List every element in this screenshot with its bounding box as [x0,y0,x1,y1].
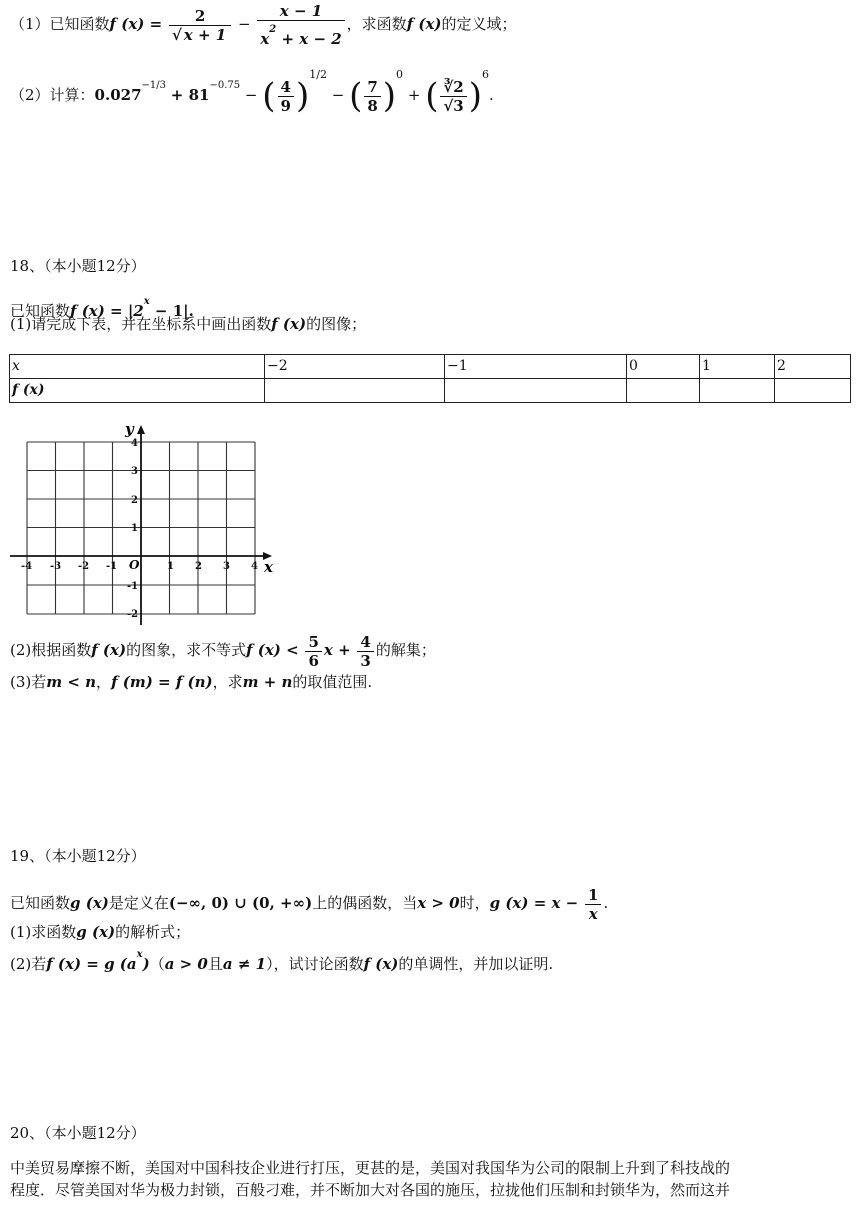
table-cell: x [10,355,265,379]
text: （2）计算： [10,86,95,104]
text: 的定义域； [441,15,517,33]
table-cell [445,379,627,403]
numerator: ∛2 [440,78,466,97]
text: 上的偶函数，当 [312,894,418,912]
math: x > 0 [417,894,460,912]
text: 是定义在 [108,894,169,912]
q19-header: 19、（本小题12分） [10,847,146,865]
coordinate-grid [8,420,288,630]
table-row [10,355,851,379]
fraction [585,886,601,923]
math: m + n [242,673,293,691]
fraction [278,78,294,115]
text: 的解析式； [115,923,191,941]
y-tick-label: 3 [131,466,138,477]
operator: − [237,15,251,33]
exponent: 1/2 [309,68,327,81]
math: ) [142,955,150,973]
table-cell: −1 [445,355,627,379]
fraction [364,78,380,115]
denominator: 6 [308,651,319,670]
x-tick-label: 1 [167,561,174,572]
denominator: x [588,904,598,923]
table-cell: 2 [775,355,851,379]
y-tick-label: 2 [131,495,138,506]
text: （ [149,955,165,973]
q18-part1 [10,314,366,334]
text: 已知函数 [10,894,71,912]
q20-line2: 程度．尽管美国对华为极力封锁，百般刁难，并不断加大对各国的施压，拉拢他们压制和封锁华为，然而这并 [10,1181,731,1199]
y-tick-label: 1 [131,523,138,534]
table-row [10,379,851,403]
text: (3)若 [10,673,47,691]
text: (1)请完成下表，并在坐标系中画出函数 [10,315,272,333]
q18-part3 [10,672,372,692]
x-tick-label: 4 [251,561,258,572]
table-cell [700,379,775,403]
exponent: −1/3 [141,80,167,91]
table-cell: 1 [700,355,775,379]
fraction [169,7,231,44]
base: 0.027 [94,86,142,104]
x-tick-label: 2 [195,561,202,572]
y-tick-label: 4 [131,438,138,449]
denominator: 8 [367,96,378,115]
numerator: 5 [305,633,321,652]
x-axis-label: x [264,558,273,576]
text: (2)根据函数 [10,641,92,659]
math: g (x) [76,923,116,941]
origin-label: O [129,558,140,572]
math: f (x) [91,641,127,659]
x-tick-label: -2 [78,561,90,572]
text: 时， [459,894,490,912]
p17-part1-line [10,2,517,46]
math: f (m) = f (n) [111,673,213,691]
x-tick-label: -3 [50,561,62,572]
math: − 1|. [149,302,194,320]
term: + 81 [170,86,210,104]
denominator: √3 [443,96,464,115]
table-cell: −2 [265,355,445,379]
math: g (x) [70,894,109,912]
x-tick-label: -4 [21,561,33,572]
math: m < n [46,673,97,691]
x-tick-label: -1 [106,561,118,572]
text: 已知函数 [10,302,71,320]
exponent: 0 [396,68,404,81]
text: （1）已知函数 [10,15,110,33]
fraction [305,633,321,670]
numerator: 2 [169,7,231,26]
math: a > 0 [164,955,208,973]
q19-intro [10,880,608,926]
text: 的取值范围. [292,673,373,691]
text: 的解集； [375,641,436,659]
math: f (x) < [246,641,299,659]
text: 的图像； [306,315,367,333]
y-tick-label: -2 [127,609,139,620]
axes [10,425,272,625]
numerator: 4 [278,78,294,97]
denominator: $x^2 + x - 2$ [260,24,342,48]
numerator: 1 [585,886,601,905]
table-cell [627,379,700,403]
q20-header: 20、（本小题12分） [10,1124,146,1142]
math: f (x) = |2 [70,302,144,320]
table-cell [775,379,851,403]
table-cell: f (x) [10,379,265,403]
text: 的单调性，并加以证明. [398,955,554,973]
math: g (x) = x − [489,894,579,912]
exponent: 6 [482,68,490,81]
table-cell [265,379,445,403]
period: . [603,894,609,912]
y-axis-label: y [125,420,134,438]
y-tick-label: -1 [127,581,139,592]
math: a ≠ 1 [222,955,267,973]
numerator: 4 [357,633,373,652]
math: f (x) [406,15,442,33]
fraction [440,78,466,115]
math: (−∞, 0) ∪ (0, +∞) [168,894,313,912]
denominator: 9 [280,96,291,115]
math: f (x) = g (a [46,955,137,973]
q19-part2 [10,945,553,974]
text: ，求函数 [346,15,407,33]
x-tick-label: 3 [223,561,230,572]
fraction [357,633,373,670]
radicand: x + 1 [183,25,227,44]
math: f (x) = [109,15,163,33]
text: ，求 [212,673,243,691]
text: (1)求函数 [10,923,77,941]
p17-part2-line: （2）计算：$0.027^{-1/3} + 81^{-0.75}$ − ( $\frac{4}{9}$ )$^{1/2}$ − ( $\frac{7}{8}$ )$^0$ + ( $\frac{∛2}{√3}$ )$^6$. [10,68,494,116]
text: 的图象，求不等式 [126,641,247,659]
den-rest: + x − 2 [276,30,342,48]
period: . [489,86,494,104]
math: f (x) [271,315,307,333]
exponent: x [143,296,150,307]
numerator: x − 1 [257,2,344,21]
q19-part1 [10,922,190,942]
exponent: x [136,949,143,960]
math: x + [323,641,351,659]
denominator: 3 [360,651,371,670]
text: (2)若 [10,955,47,973]
value-table [9,354,851,403]
q20-line1: 中美贸易摩擦不断，美国对中国科技企业进行打压，更甚的是，美国对我国华为公司的限制上升到了科技战的 [10,1159,731,1177]
table-cell: 0 [627,355,700,379]
fraction [257,2,344,48]
math: f (x) [363,955,399,973]
text: ， [96,673,112,691]
q18-part2 [10,628,436,672]
text: 且 [207,955,223,973]
text: ），试讨论函数 [266,955,364,973]
den-x: x [260,30,270,48]
exponent: −0.75 [209,80,241,91]
numerator: 7 [364,78,380,97]
denominator: √ x + 1 [171,25,227,44]
q18-header: 18、（本小题12分） [10,257,146,275]
